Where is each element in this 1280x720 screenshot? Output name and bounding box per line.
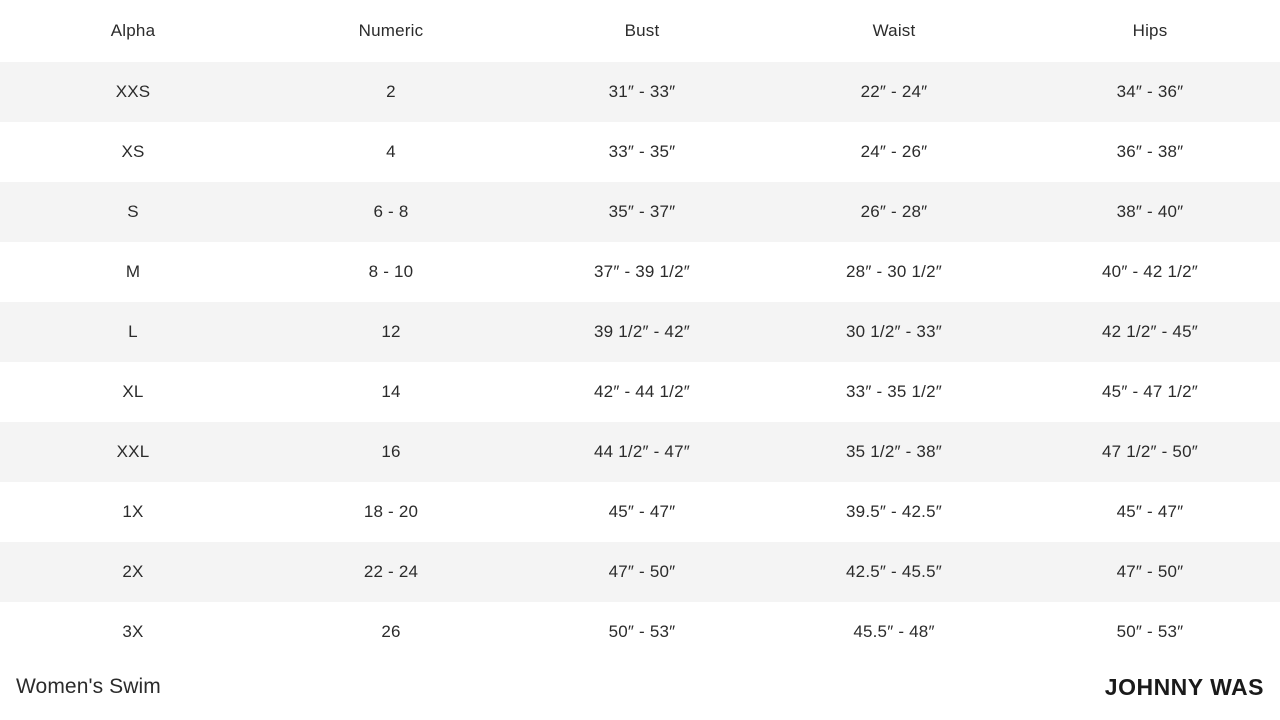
cell-waist: 22″ - 24″ bbox=[768, 62, 1020, 122]
table-row bbox=[0, 482, 1280, 542]
cell-alpha: XXS bbox=[0, 62, 266, 122]
table-body bbox=[0, 62, 1280, 662]
column-header-alpha: Alpha bbox=[0, 0, 266, 62]
cell-bust: 45″ - 47″ bbox=[516, 482, 768, 542]
cell-alpha: 3X bbox=[0, 602, 266, 662]
page-title: Women's Swim bbox=[16, 675, 161, 698]
table-row bbox=[0, 122, 1280, 182]
cell-hips: 36″ - 38″ bbox=[1020, 122, 1280, 182]
cell-bust: 50″ - 53″ bbox=[516, 602, 768, 662]
cell-alpha: L bbox=[0, 302, 266, 362]
cell-hips: 47 1/2″ - 50″ bbox=[1020, 422, 1280, 482]
cell-alpha: S bbox=[0, 182, 266, 242]
cell-hips: 38″ - 40″ bbox=[1020, 182, 1280, 242]
table-row bbox=[0, 242, 1280, 302]
cell-alpha: 1X bbox=[0, 482, 266, 542]
table-header bbox=[0, 0, 1280, 62]
cell-bust: 47″ - 50″ bbox=[516, 542, 768, 602]
table-row bbox=[0, 602, 1280, 662]
cell-hips: 42 1/2″ - 45″ bbox=[1020, 302, 1280, 362]
cell-waist: 28″ - 30 1/2″ bbox=[768, 242, 1020, 302]
cell-alpha: M bbox=[0, 242, 266, 302]
cell-numeric: 8 - 10 bbox=[266, 242, 516, 302]
cell-numeric: 22 - 24 bbox=[266, 542, 516, 602]
cell-alpha: 2X bbox=[0, 542, 266, 602]
cell-waist: 42.5″ - 45.5″ bbox=[768, 542, 1020, 602]
column-header-numeric: Numeric bbox=[266, 0, 516, 62]
cell-numeric: 26 bbox=[266, 602, 516, 662]
cell-waist: 33″ - 35 1/2″ bbox=[768, 362, 1020, 422]
table-header-row bbox=[0, 0, 1280, 62]
table-row bbox=[0, 422, 1280, 482]
cell-bust: 37″ - 39 1/2″ bbox=[516, 242, 768, 302]
cell-waist: 45.5″ - 48″ bbox=[768, 602, 1020, 662]
cell-waist: 39.5″ - 42.5″ bbox=[768, 482, 1020, 542]
table-row bbox=[0, 362, 1280, 422]
column-header-hips: Hips bbox=[1020, 0, 1280, 62]
cell-numeric: 2 bbox=[266, 62, 516, 122]
cell-numeric: 14 bbox=[266, 362, 516, 422]
cell-bust: 42″ - 44 1/2″ bbox=[516, 362, 768, 422]
cell-hips: 50″ - 53″ bbox=[1020, 602, 1280, 662]
cell-numeric: 6 - 8 bbox=[266, 182, 516, 242]
cell-hips: 34″ - 36″ bbox=[1020, 62, 1280, 122]
cell-alpha: XS bbox=[0, 122, 266, 182]
cell-hips: 45″ - 47″ bbox=[1020, 482, 1280, 542]
footer bbox=[0, 664, 1280, 720]
table-row bbox=[0, 302, 1280, 362]
cell-numeric: 12 bbox=[266, 302, 516, 362]
cell-bust: 39 1/2″ - 42″ bbox=[516, 302, 768, 362]
table-row bbox=[0, 542, 1280, 602]
cell-bust: 33″ - 35″ bbox=[516, 122, 768, 182]
cell-alpha: XL bbox=[0, 362, 266, 422]
cell-bust: 31″ - 33″ bbox=[516, 62, 768, 122]
cell-waist: 24″ - 26″ bbox=[768, 122, 1020, 182]
brand-logo: JOHNNY WAS bbox=[1104, 673, 1264, 700]
cell-numeric: 18 - 20 bbox=[266, 482, 516, 542]
column-header-waist: Waist bbox=[768, 0, 1020, 62]
cell-waist: 30 1/2″ - 33″ bbox=[768, 302, 1020, 362]
cell-waist: 35 1/2″ - 38″ bbox=[768, 422, 1020, 482]
cell-bust: 35″ - 37″ bbox=[516, 182, 768, 242]
cell-hips: 45″ - 47 1/2″ bbox=[1020, 362, 1280, 422]
cell-numeric: 16 bbox=[266, 422, 516, 482]
cell-waist: 26″ - 28″ bbox=[768, 182, 1020, 242]
cell-bust: 44 1/2″ - 47″ bbox=[516, 422, 768, 482]
column-header-bust: Bust bbox=[516, 0, 768, 62]
table-row bbox=[0, 62, 1280, 122]
cell-alpha: XXL bbox=[0, 422, 266, 482]
table-row bbox=[0, 182, 1280, 242]
cell-hips: 47″ - 50″ bbox=[1020, 542, 1280, 602]
cell-numeric: 4 bbox=[266, 122, 516, 182]
cell-hips: 40″ - 42 1/2″ bbox=[1020, 242, 1280, 302]
